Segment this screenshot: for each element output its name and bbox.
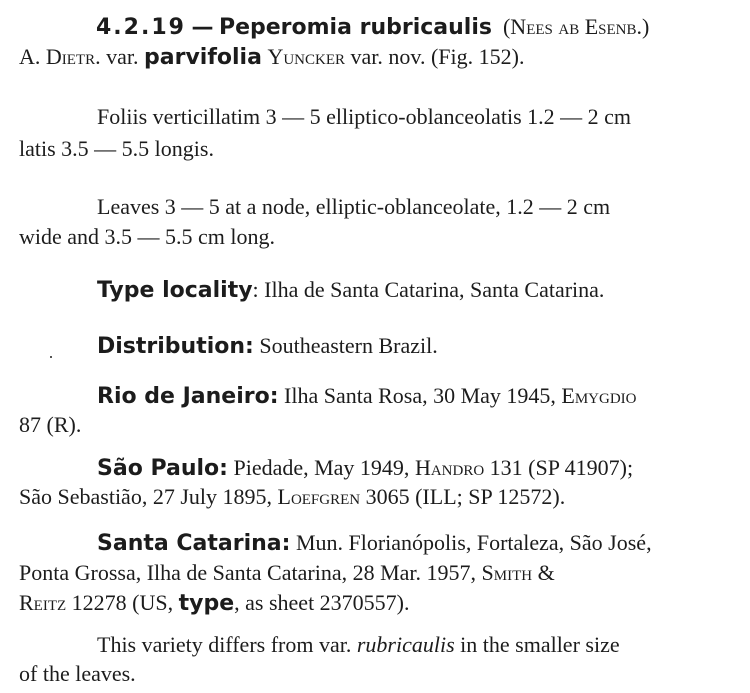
- rio-specimen: [97, 383, 750, 410]
- variety-name: parvifolia: [144, 45, 262, 70]
- note-italic: rubricaulis: [356, 632, 455, 657]
- sao-paulo-collector-2: Loefgren: [277, 484, 361, 509]
- santa-catarina-line-2: [19, 560, 750, 586]
- rio-text: Ilha Santa Rosa, 30 May 1945,: [284, 383, 556, 408]
- heading-dash: —: [191, 15, 214, 40]
- authority-paren: (Nees ab Esenb.): [502, 14, 650, 39]
- sao-paulo-collector-1: Handro: [414, 455, 485, 480]
- sao-paulo-text-2b: 3065 (ILL; SP 12572).: [365, 484, 566, 509]
- type-locality-label: Type locality: [97, 278, 253, 303]
- sao-paulo-specimen: [97, 455, 750, 482]
- sao-paulo-text-2a: São Sebastião, 27 July 1895,: [19, 484, 272, 509]
- note-line-1: [97, 632, 750, 658]
- santa-catarina-text-2a: Ponta Grossa, Ilha de Santa Catarina, 28 Mar. 1957,: [19, 560, 477, 585]
- sao-paulo-label: São Paulo:: [97, 456, 228, 481]
- distribution-label: Distribution:: [97, 334, 254, 359]
- note-text-1b: in the smaller size: [460, 632, 620, 657]
- author-name: Yuncker: [267, 44, 346, 69]
- santa-catarina-line-3: [19, 590, 750, 617]
- note-line-2: of the leaves.: [19, 661, 136, 686]
- santa-catarina-collector-1: Smith: [481, 560, 533, 585]
- species-name: Peperomia rubricaulis: [218, 15, 492, 40]
- var-nov: var. nov.: [350, 44, 426, 69]
- var-label: var.: [106, 44, 139, 69]
- sao-paulo-text: Piedade, May 1949,: [233, 455, 410, 480]
- type-word: type: [178, 591, 235, 616]
- santa-catarina-text-3b: , as sheet 2370557).: [234, 590, 410, 615]
- santa-catarina-label: Santa Catarina:: [97, 531, 291, 556]
- sao-paulo-text-1b: 131 (SP 41907);: [489, 455, 634, 480]
- santa-catarina-collector-2: Reitz: [19, 590, 67, 615]
- speck-mark: [50, 356, 52, 358]
- latin-line-1: Foliis verticillatim 3 — 5 elliptico-oblanceolatis 1.2 — 2 cm: [97, 104, 632, 129]
- latin-line-2: latis 3.5 — 5.5 longis.: [19, 136, 214, 161]
- figure-ref: (Fig. 152).: [430, 44, 525, 69]
- rio-label: Rio de Janeiro:: [97, 384, 279, 409]
- santa-catarina-text: Mun. Florianópolis, Fortaleza, São José,: [295, 530, 652, 555]
- santa-catarina-amp: &: [537, 560, 555, 585]
- rio-collector: Emygdio: [561, 383, 637, 408]
- note-text-1a: This variety differs from var.: [97, 632, 352, 657]
- santa-catarina-specimen: [97, 530, 750, 557]
- section-number: 4.2.19: [96, 15, 186, 40]
- english-line-1: Leaves 3 — 5 at a node, elliptic-oblanceolate, 1.2 — 2 cm: [97, 194, 611, 219]
- species-heading: [96, 14, 750, 41]
- type-locality: [97, 277, 750, 304]
- sao-paulo-line-2: [19, 484, 750, 510]
- authority-2: A. Dietr.: [19, 44, 101, 69]
- type-locality-text: : Ilha de Santa Catarina, Santa Catarina.: [252, 277, 605, 302]
- distribution: [97, 333, 750, 360]
- rio-line-2: 87 (R).: [19, 412, 82, 437]
- distribution-text: Southeastern Brazil.: [259, 333, 438, 358]
- english-line-2: wide and 3.5 — 5.5 cm long.: [19, 224, 276, 249]
- santa-catarina-text-3a: 12278 (US,: [71, 590, 174, 615]
- species-heading-line2: [19, 44, 750, 71]
